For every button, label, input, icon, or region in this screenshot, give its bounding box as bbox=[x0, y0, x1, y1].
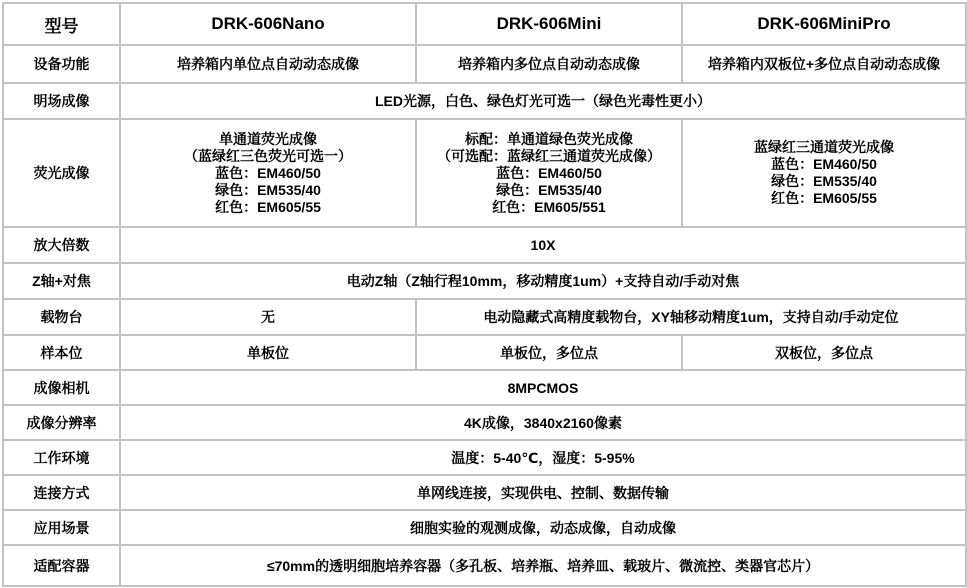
row-label-containers: 适配容器 bbox=[3, 545, 120, 586]
cell-device-function-mini: 培养箱内多位点自动动态成像 bbox=[416, 45, 682, 83]
header-drk-606nano: DRK-606Nano bbox=[120, 3, 416, 45]
product-spec-table bbox=[2, 2, 967, 587]
cell-environment-all: 温度：5-40℃，湿度：5-95% bbox=[120, 440, 966, 475]
cell-device-function-nano: 培养箱内单位点自动动态成像 bbox=[120, 45, 416, 83]
cell-fluorescence-minipro: 蓝绿红三通道荧光成像 蓝色：EM460/50 绿色：EM535/40 红色：EM605/55 bbox=[682, 119, 966, 227]
row-label-camera: 成像相机 bbox=[3, 370, 120, 405]
row-label-brightfield: 明场成像 bbox=[3, 83, 120, 119]
cell-camera-all: 8MPCMOS bbox=[120, 370, 966, 405]
row-camera bbox=[3, 370, 966, 405]
row-fluorescence bbox=[3, 119, 966, 227]
header-drk-606minipro: DRK-606MiniPro bbox=[682, 3, 966, 45]
row-z-axis-focus bbox=[3, 263, 966, 299]
row-label-stage: 载物台 bbox=[3, 299, 120, 335]
row-label-environment: 工作环境 bbox=[3, 440, 120, 475]
cell-sample-positions-minipro: 双板位，多位点 bbox=[682, 335, 966, 370]
cell-stage-mini-minipro: 电动隐藏式高精度载物台，XY轴移动精度1um，支持自动/手动定位 bbox=[416, 299, 966, 335]
cell-device-function-minipro: 培养箱内双板位+多位点自动动态成像 bbox=[682, 45, 966, 83]
cell-sample-positions-nano: 单板位 bbox=[120, 335, 416, 370]
row-label-device-function: 设备功能 bbox=[3, 45, 120, 83]
row-environment bbox=[3, 440, 966, 475]
cell-z-axis-focus-all: 电动Z轴（Z轴行程10mm，移动精度1um）+支持自动/手动对焦 bbox=[120, 263, 966, 299]
row-label-connection: 连接方式 bbox=[3, 475, 120, 510]
row-connection bbox=[3, 475, 966, 510]
cell-brightfield-all: LED光源，白色、绿色灯光可选一（绿色光毒性更小） bbox=[120, 83, 966, 119]
row-device-function bbox=[3, 45, 966, 83]
cell-resolution-all: 4K成像，3840x2160像素 bbox=[120, 405, 966, 440]
header-drk-606mini: DRK-606Mini bbox=[416, 3, 682, 45]
row-label-application: 应用场景 bbox=[3, 510, 120, 545]
cell-fluorescence-nano: 单通道荧光成像 （蓝绿红三色荧光可选一） 蓝色：EM460/50 绿色：EM535/40 红色：EM605/55 bbox=[120, 119, 416, 227]
cell-stage-nano: 无 bbox=[120, 299, 416, 335]
row-application bbox=[3, 510, 966, 545]
row-label-resolution: 成像分辨率 bbox=[3, 405, 120, 440]
row-label-sample-positions: 样本位 bbox=[3, 335, 120, 370]
cell-fluorescence-mini: 标配：单通道绿色荧光成像 （可选配：蓝绿红三通道荧光成像） 蓝色：EM460/50 绿色：EM535/40 红色：EM605/551 bbox=[416, 119, 682, 227]
table-header-row bbox=[3, 3, 966, 45]
row-magnification bbox=[3, 227, 966, 263]
cell-containers-all: ≤70mm的透明细胞培养容器（多孔板、培养瓶、培养皿、载玻片、微流控、类器官芯片） bbox=[120, 545, 966, 586]
row-stage bbox=[3, 299, 966, 335]
row-label-magnification: 放大倍数 bbox=[3, 227, 120, 263]
cell-magnification-all: 10X bbox=[120, 227, 966, 263]
row-label-fluorescence: 荧光成像 bbox=[3, 119, 120, 227]
cell-application-all: 细胞实验的观测成像，动态成像，自动成像 bbox=[120, 510, 966, 545]
cell-connection-all: 单网线连接，实现供电、控制、数据传输 bbox=[120, 475, 966, 510]
header-model-label: 型号 bbox=[3, 3, 120, 45]
cell-sample-positions-mini: 单板位，多位点 bbox=[416, 335, 682, 370]
row-resolution bbox=[3, 405, 966, 440]
row-label-z-axis-focus: Z轴+对焦 bbox=[3, 263, 120, 299]
row-sample-positions bbox=[3, 335, 966, 370]
row-brightfield bbox=[3, 83, 966, 119]
row-containers bbox=[3, 545, 966, 586]
